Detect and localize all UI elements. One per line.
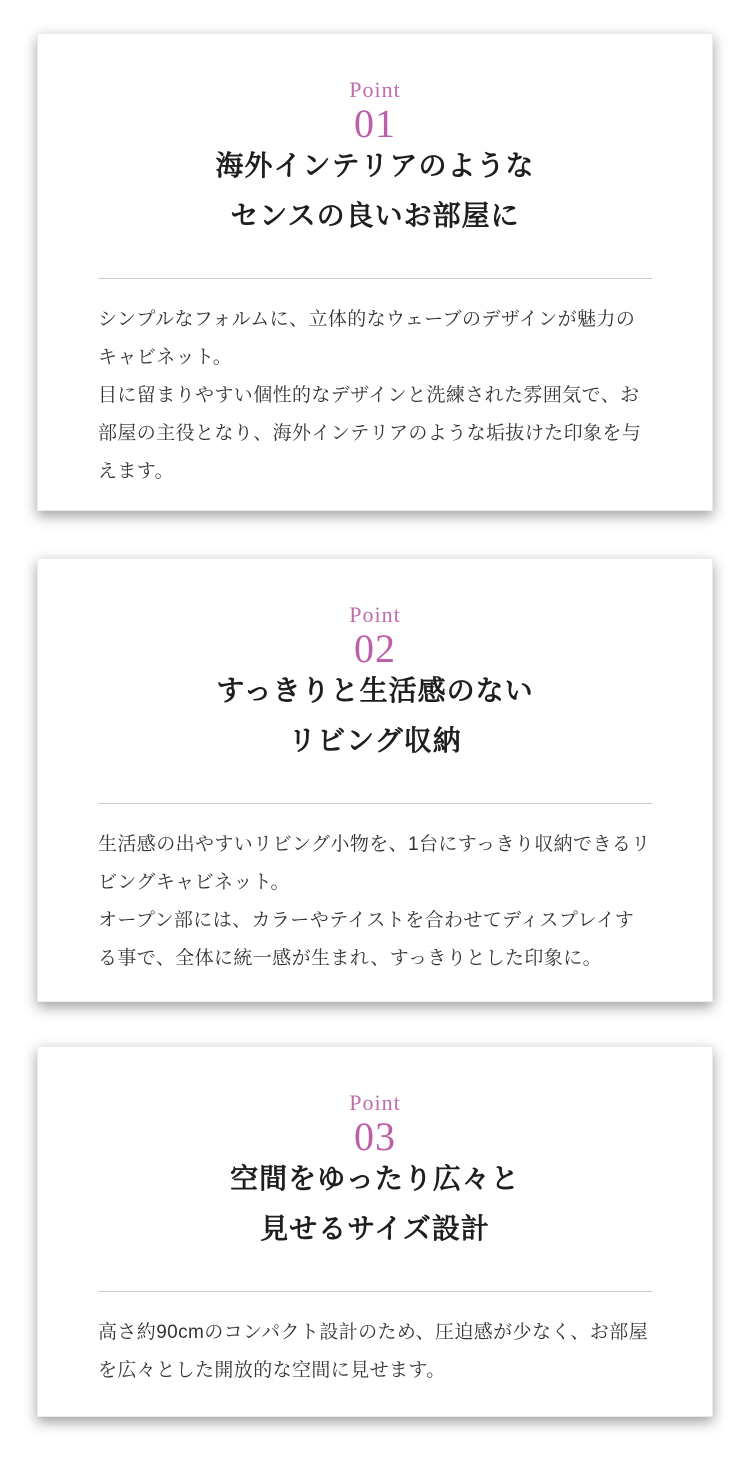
point-label: Point [349,602,401,627]
paragraph: 目に留まりやすい個性的なデザインと洗練された雰囲気で、お部屋の主役となり、海外インテリアのような垢抜けた印象を与えます。 [98,385,642,482]
point-label: Point [349,1090,401,1115]
paragraph: シンプルなフォルムに、立体的なウェーブのデザインが魅力のキャビネット。 [98,309,636,368]
heading-line-1: 空間をゆったり広々と [230,1164,520,1195]
point-heading [98,1155,652,1255]
point-heading [98,142,652,242]
point-number: 03 [354,1114,396,1159]
heading-line-2: 見せるサイズ設計 [260,1214,490,1245]
point-card-01 [37,33,713,511]
point-label: Point [349,77,401,102]
heading-line-1: すっきりと生活感のない [216,676,534,707]
divider [98,803,652,804]
point-number: 01 [354,101,396,146]
point-heading [98,667,652,767]
heading-line-2: センスの良いお部屋に [230,201,520,232]
paragraph: オープン部には、カラーやテイストを合わせてディスプレイする事で、全体に統一感が生まれ、すっきりとした印象に。 [98,910,635,969]
point-number: 02 [354,626,396,671]
heading-line-1: 海外インテリアのような [215,151,535,182]
heading-line-2: リビング収納 [288,726,462,757]
point-description [98,826,652,978]
paragraph: 生活感の出やすいリビング小物を、1台にすっきり収納できるリビングキャビネット。 [98,834,651,893]
point-description [98,1314,652,1390]
divider [98,1291,652,1292]
paragraph: 高さ約90cmのコンパクト設計のため、圧迫感が少なく、お部屋を広々とした開放的な空間に見せます。 [98,1322,648,1381]
divider [98,278,652,279]
point-card-02 [37,558,713,1002]
point-card-03 [37,1046,713,1417]
point-description [98,301,652,491]
